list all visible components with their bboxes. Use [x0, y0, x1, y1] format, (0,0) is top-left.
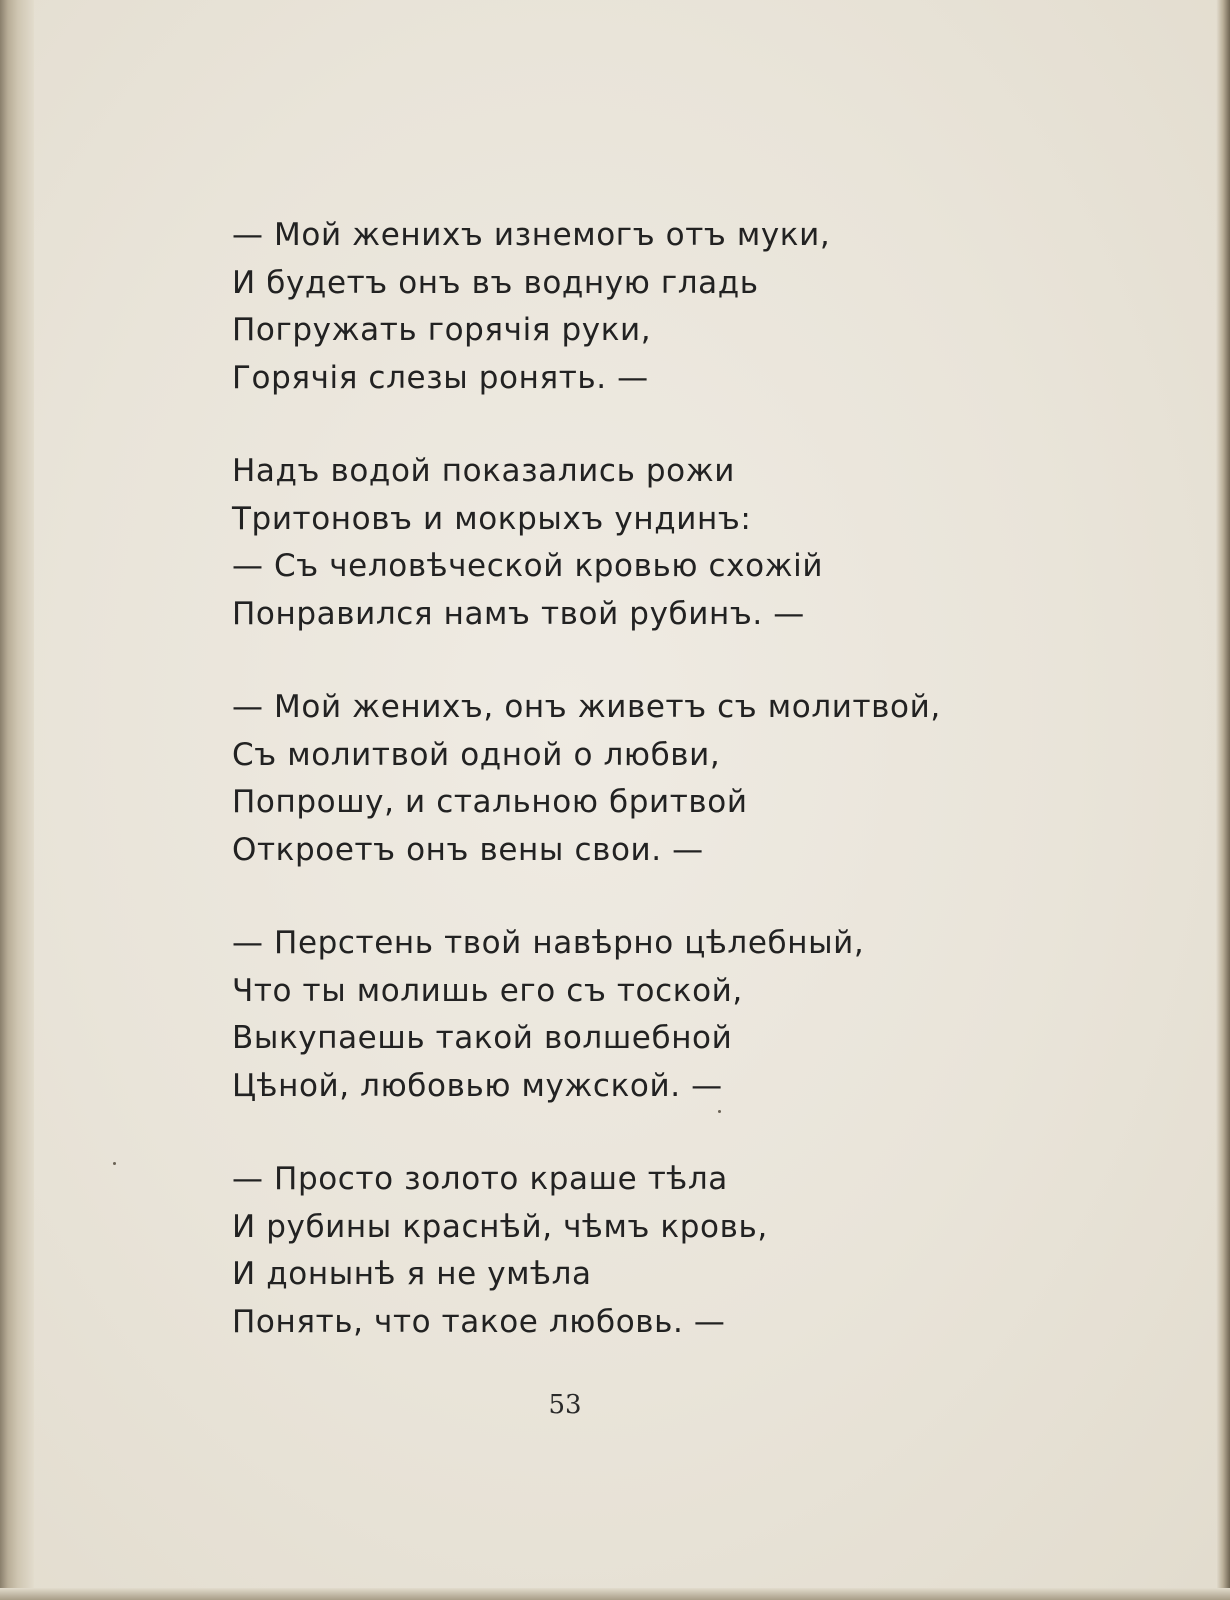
ink-speck [113, 1162, 116, 1165]
poem-line: Что ты молишь его съ тоской, [232, 972, 743, 1009]
poem-line: И рубины краснѣй, чѣмъ кровь, [232, 1208, 768, 1245]
page-bottom-edge [0, 1588, 1230, 1600]
poem [232, 212, 992, 1392]
poem-line: И донынѣ я не умѣла [232, 1256, 592, 1292]
poem-line: Горячія слезы ронять. — [232, 359, 649, 396]
page-number [0, 1390, 1230, 1420]
poem-line: Надъ водой показались рожи [232, 453, 736, 489]
poem-line: — Мой женихъ, онъ живетъ съ молитвой, [232, 689, 941, 725]
stanza [232, 1156, 992, 1346]
poem-line: И будетъ онъ въ водную гладь [232, 264, 759, 301]
poem-line: Понять, что такое любовь. — [232, 1303, 726, 1340]
poem-line: — Просто золото краше тѣла [232, 1161, 728, 1197]
poem-line: Откроетъ онъ вены свои. — [232, 831, 704, 868]
page-right-edge [1216, 0, 1230, 1600]
poem-line: Тритоновъ и мокрыхъ ундинъ: [232, 500, 752, 537]
poem-line: Попрошу, и стальною бритвой [232, 784, 748, 820]
poem-line: — Съ человѣческой кровью схожій [232, 548, 824, 584]
poem-line: — Перстень твой навѣрно цѣлебный, [232, 925, 865, 961]
poem-line: — Мой женихъ изнемогъ отъ муки, [232, 217, 831, 253]
poem-line: Цѣной, любовью мужской. — [232, 1067, 723, 1104]
stanza [232, 920, 992, 1110]
poem-line: Погружать горячія руки, [232, 312, 652, 348]
poem-line: Съ молитвой одной о любви, [232, 736, 721, 773]
page-binding-edge [0, 0, 34, 1600]
poem-line: Выкупаешь такой волшебной [232, 1020, 733, 1056]
stanza [232, 448, 992, 638]
page-number-text: 53 [548, 1390, 582, 1420]
poem-line: Понравился намъ твой рубинъ. — [232, 595, 805, 632]
stanza [232, 684, 992, 874]
stanza [232, 212, 992, 402]
